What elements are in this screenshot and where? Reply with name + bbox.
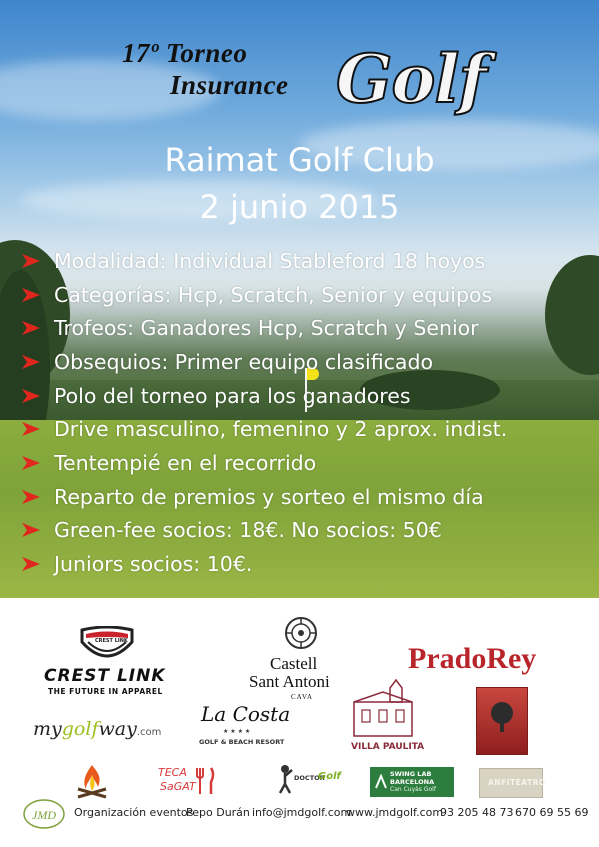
- bullet-arrow-icon: [20, 521, 42, 539]
- anfiteatro-name: ANFITEATRO: [488, 778, 546, 787]
- footer-web: www.jmdgolf.com: [346, 806, 444, 819]
- mygolfway-com: .com: [136, 727, 162, 738]
- feature-item: Reparto de premios y sorteo el mismo día: [20, 480, 595, 514]
- lacosta-subtitle: GOLF & BEACH RESORT: [199, 738, 285, 746]
- event-date: 2 junio 2015: [199, 188, 400, 226]
- villa-paulita-logo: [345, 678, 425, 758]
- feature-item: Tentempié en el recorrido: [20, 446, 595, 480]
- title-line-1: 17º Torneo: [122, 38, 248, 68]
- bullet-arrow-icon: [20, 555, 42, 573]
- jmd-logo-text: JMD: [32, 808, 56, 822]
- lacosta-stars: ★ ★ ★ ★: [223, 728, 251, 735]
- swing-line-1: SWING LAB: [390, 770, 432, 778]
- lacosta-logo: [193, 702, 293, 757]
- swing-lab-logo: [370, 767, 454, 797]
- footer-name: Pepo Durán: [186, 806, 250, 819]
- lacosta-name: La Costa: [201, 702, 291, 726]
- campfire-icon: [72, 761, 112, 801]
- golfer-icon: [276, 764, 294, 794]
- anfiteatro-logo: [479, 768, 546, 798]
- mygolfway-way: way: [98, 718, 137, 740]
- title-line-2: Insurance: [170, 70, 289, 100]
- bullet-arrow-icon: [20, 387, 42, 405]
- crestlink-name: CREST LINK: [44, 666, 166, 686]
- feature-item: Polo del torneo para los ganadores: [20, 379, 595, 413]
- footer-org: Organización eventos: [74, 806, 194, 819]
- doctor-golf: Golf: [318, 771, 341, 782]
- mygolfway-golf: golf: [61, 718, 99, 740]
- feature-item: Juniors socios: 10€.: [20, 547, 595, 581]
- doctor-prefix: DOCTOR: [294, 774, 325, 782]
- bullet-arrow-icon: [20, 353, 42, 371]
- castell-line-3: CAVA: [291, 693, 314, 701]
- bullet-arrow-icon: [20, 252, 42, 270]
- crestlink-emblem-icon: [78, 626, 136, 662]
- bullet-arrow-icon: [20, 420, 42, 438]
- feature-item: Green-fee socios: 18€. No socios: 50€: [20, 514, 595, 548]
- bullet-arrow-icon: [20, 454, 42, 472]
- organizer-footer: [0, 800, 599, 830]
- feature-item: Drive masculino, femenino y 2 aprox. indist.: [20, 412, 595, 446]
- mygolfway-logo: [33, 718, 173, 748]
- feature-item: Obsequios: Primer equipo clasificado: [20, 345, 595, 379]
- villa-paulita-name: VILLA PAULITA: [351, 742, 425, 752]
- doctor-golf-logo: [276, 764, 341, 796]
- features-list: [20, 244, 595, 581]
- footer-email: info@jmdgolf.com: [252, 806, 352, 819]
- teca-line-2: SaGAT: [160, 780, 196, 793]
- bullet-arrow-icon: [20, 319, 42, 337]
- castell-line-1: Castell: [270, 654, 318, 673]
- bullet-arrow-icon: [20, 286, 42, 304]
- footer-phone-2: 670 69 55 69: [515, 806, 589, 819]
- bullet-arrow-icon: [20, 488, 42, 506]
- feature-item: Trofeos: Ganadores Hcp, Scratch y Senior: [20, 311, 595, 345]
- tree-icon: [485, 700, 519, 734]
- castell-emblem-icon: [284, 616, 318, 650]
- footer-phone-1: 93 205 48 73: [440, 806, 514, 819]
- cutlery-icon: [196, 766, 216, 796]
- feature-item: Categorías: Hcp, Scratch, Senior y equipos: [20, 278, 595, 312]
- swing-line-3: Can Cuyàs Golf: [390, 786, 436, 793]
- wine-label-logo: [476, 687, 528, 755]
- title-golf: Golf: [336, 40, 486, 118]
- castell-logo: [245, 616, 360, 706]
- crestlink-badge: CREST LINK: [95, 638, 128, 644]
- teca-line-1: TECA: [158, 766, 187, 779]
- teca-sagat-logo: [158, 764, 218, 800]
- villa-building-icon: [350, 678, 416, 738]
- club-name: Raimat Golf Club: [164, 141, 435, 179]
- mygolfway-my: my: [33, 718, 62, 740]
- swing-line-2: BARCELONA: [390, 778, 435, 786]
- sponsors-panel: [0, 598, 599, 847]
- swing-lab-icon: [374, 774, 388, 790]
- crestlink-tagline: THE FUTURE IN APPAREL: [48, 687, 163, 696]
- castell-line-2: Sant Antoni: [249, 672, 330, 691]
- feature-item: Modalidad: Individual Stableford 18 hoyos: [20, 244, 595, 278]
- tournament-title: [0, 0, 599, 130]
- fire-logo: [72, 761, 112, 801]
- pradorey-logo: PradoRey: [408, 642, 537, 675]
- crestlink-logo: [44, 626, 174, 696]
